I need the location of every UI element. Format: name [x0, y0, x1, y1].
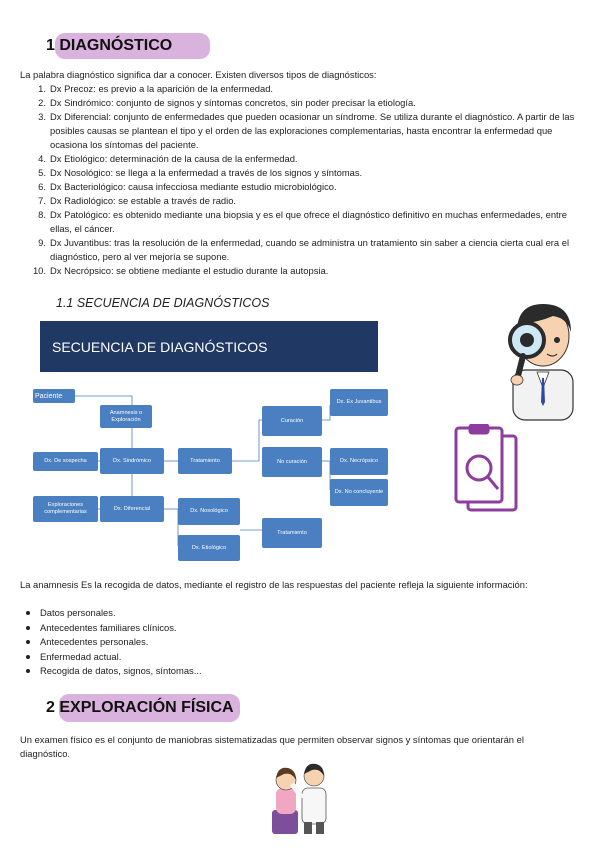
diagnosis-item-number: 8. [38, 209, 46, 220]
anamnesis-item: Enfermedad actual. [20, 650, 420, 665]
diagnosis-item-text: Dx Precoz: es previo a la aparición de la enfermedad. [50, 83, 274, 94]
anamnesis-item: Datos personales. [20, 606, 420, 621]
node-dx-sindromico: Dx. Sindrómico [100, 448, 164, 474]
node-dx-etiologico: Dx. Etiológico [178, 535, 240, 561]
diagnosis-item-text: Dx Necrópsico: se obtiene mediante el estudio durante la autopsia. [50, 265, 329, 276]
anamnesis-list [20, 606, 420, 679]
diagnosis-item-number: 2. [38, 97, 46, 108]
node-no-curacion: No curación [262, 447, 322, 477]
section-1-title: 1 DIAGNÓSTICO [46, 37, 173, 54]
diagnosis-item-text: Dx Radiológico: se estable a través de radio. [50, 195, 237, 206]
anamnesis-item: Antecedentes familiares clínicos. [20, 621, 420, 636]
node-dx-no-concluyente: Dx. No concluyente [330, 479, 388, 506]
diagnosis-item-text: Dx Diferencial: conjunto de enfermedades que pueden ocasionar un síndrome. Se utiliza durante el diagnóstico. A partir de las posibles causas se plantean el tipo y el orden de las exploraciones complementarias, hasta encontrar la enfermedad que ocasiona los síntomas del paciente. [50, 111, 575, 150]
diagnosis-item-text: Dx Etiológico: determinación de la causa de la enfermedad. [50, 153, 298, 164]
anamnesis-text: La anamnesis Es la recogida de datos, mediante el registro de las respuestas del paciente refleja la siguiente información: [20, 579, 528, 590]
node-dx-sospecha: Dx. De sospecha [33, 452, 98, 471]
diagnosis-item-text: Dx Juvantibus: tras la resolución de la enfermedad, cuando se administra un tratamiento sin saber a ciencia cierta cual era el diagnóstico, pero al ver mejoría se supone. [50, 237, 570, 262]
section-2-title: 2 EXPLORACIÓN FÍSICA [46, 699, 234, 716]
subsection-title: 1.1 SECUENCIA DE DIAGNÓSTICOS [56, 296, 270, 310]
diagnosis-item-number: 9. [38, 237, 46, 248]
section-1-intro: La palabra diagnóstico significa dar a conocer. Existen diversos tipos de diagnósticos: [20, 69, 377, 80]
section-2-text: Un examen físico es el conjunto de maniobras sistematizadas que permiten observar signos y síntomas que orientarán el diagnóstico. [20, 734, 524, 759]
doctor-patient-illustration [266, 758, 336, 838]
node-dx-diferencial: Dx. Diferencial [100, 496, 164, 522]
node-paciente: Paciente [33, 389, 75, 403]
diagnosis-item-text: Dx Sindrómico: conjunto de signos y síntomas concretos, sin poder precisar la etiología. [50, 97, 416, 108]
diagnosis-item-number: 5. [38, 167, 46, 178]
node-dx-necropsico: Dx. Necrópsico [330, 448, 388, 475]
anamnesis-item: Antecedentes personales. [20, 635, 420, 650]
node-tratamiento-2: Tratamiento [262, 518, 322, 548]
node-tratamiento-1: Tratamiento [178, 448, 232, 474]
node-anamnesis: Anamnesis o Exploración [100, 405, 152, 428]
diagnosis-item-number: 10. [32, 265, 46, 276]
doctor-magnifier-illustration [495, 292, 585, 422]
anamnesis-item: Recogida de datos, signos, síntomas... [20, 664, 420, 679]
node-exploraciones: Exploraciones complementarias [33, 496, 98, 522]
clipboard-search-icon [452, 424, 520, 514]
diagnosis-item-number: 4. [38, 153, 46, 164]
diagnosis-item-text: Dx Bacteriológico: causa infecciosa mediante estudio microbiológico. [50, 181, 337, 192]
diagnosis-item-text: Dx Patológico: es obtenido mediante una biopsia y es el que ofrece el diagnóstico definitivo en muchas enfermedades, entre ellas, el cáncer. [50, 209, 567, 234]
node-curacion: Curación [262, 406, 322, 436]
sequence-banner: SECUENCIA DE DIAGNÓSTICOS [40, 321, 378, 372]
diagnosis-item-text: Dx Nosológico: se llega a la enfermedad a través de los signos y síntomas. [50, 167, 363, 178]
node-dx-juvantibus: Dx. Ex Juvantibus [330, 389, 388, 416]
diagnosis-item-number: 7. [38, 195, 46, 206]
diagnosis-item-number: 3. [38, 111, 46, 122]
diagnosis-item-number: 6. [38, 181, 46, 192]
diagnosis-item-number: 1. [38, 83, 46, 94]
node-dx-nosologico: Dx. Nosológico [178, 498, 240, 525]
